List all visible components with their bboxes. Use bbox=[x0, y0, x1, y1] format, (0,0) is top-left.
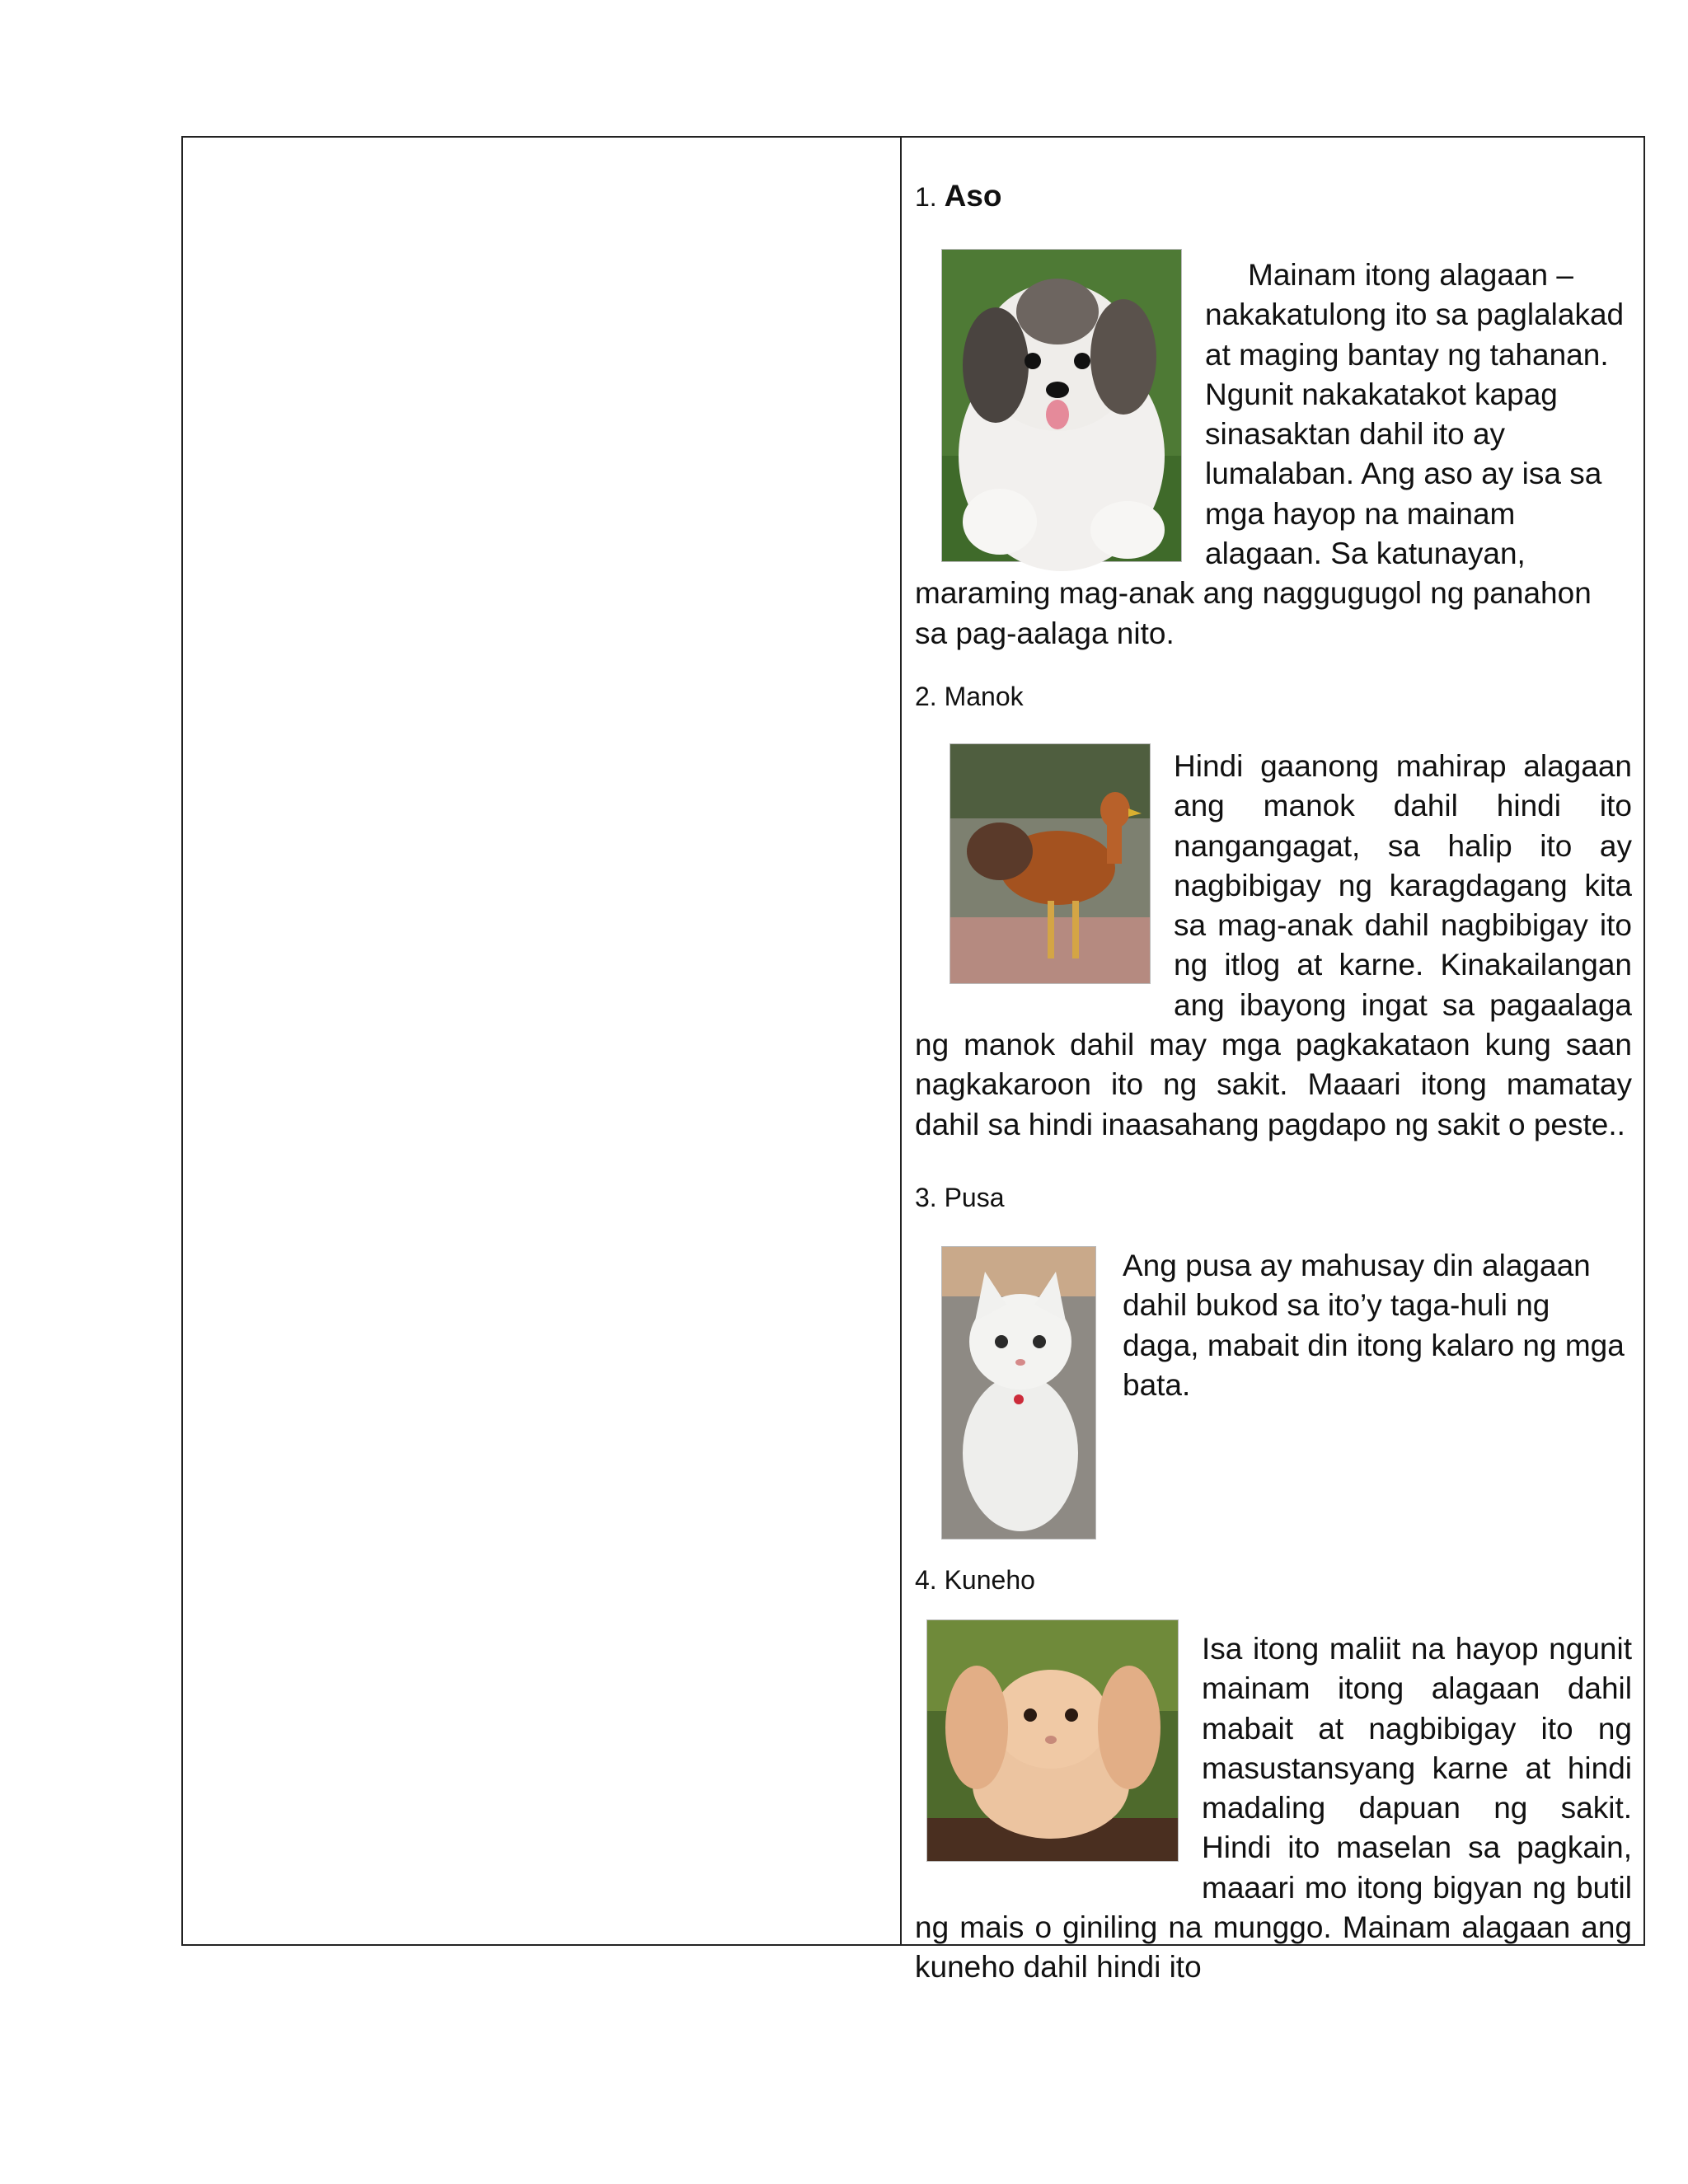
item-block-manok bbox=[915, 743, 1632, 1145]
item-number: 3. bbox=[915, 1183, 937, 1212]
item-block-aso bbox=[915, 249, 1632, 654]
document-table bbox=[181, 136, 1645, 1985]
cat-photo-icon bbox=[941, 1246, 1096, 1540]
item-heading-aso bbox=[915, 179, 1001, 213]
column-divider bbox=[900, 138, 902, 1944]
item-heading-pusa bbox=[915, 1183, 1005, 1213]
item-text: Isa itong maliit na hayop ngunit mainam itong alagaan dahil mabait at nagbibigay ito ng masustansyang karne at hindi madaling dapuan ng sakit. Hindi ito maselan sa pagkain, maaari mo itong bigyan ng butil ng mais o giniling na munggo. Mainam alagaan ang kuneho dahil hindi ito bbox=[915, 1632, 1632, 1985]
item-text: Hindi gaanong mahirap alagaan ang manok dahil hindi ito nangangagat, sa halip ito ay nagbibigay ng karagdagang kita sa mag-anak dahil nagbibigay ito ng itlog at karne. Kinakailangan ang ibayong ingat sa pagaalaga ng manok dahil may mga pagkakataon kung saan nagkakaroon ito ng sakit. Maaari itong mamatay dahil sa hindi inaasahang pagdapo ng sakit o peste.. bbox=[915, 749, 1632, 1141]
content-column bbox=[915, 138, 1632, 1985]
item-name: Pusa bbox=[944, 1183, 1005, 1212]
dog-photo-icon bbox=[941, 249, 1182, 562]
item-text: Mainam itong alagaan – nakakatulong ito sa paglalakad at maging bantay ng tahanan. Ngunit nakakatakot kapag sinasaktan dahil ito ay lumalaban. Ang aso ay isa sa mga hayop na mainam alagaan. Sa katunayan, maraming mag-anak ang naggugugol ng panahon sa pag-aalaga nito. bbox=[915, 258, 1625, 650]
item-block-pusa bbox=[915, 1246, 1632, 1548]
item-heading-manok bbox=[915, 682, 1024, 712]
chicken-photo-icon bbox=[950, 743, 1151, 984]
item-number: 1. bbox=[915, 182, 937, 212]
rabbit-photo-icon bbox=[926, 1619, 1179, 1862]
item-name: Kuneho bbox=[944, 1565, 1035, 1595]
item-heading-kuneho bbox=[915, 1565, 1035, 1596]
item-text: Ang pusa ay mahusay din alagaan dahil bukod sa ito’y taga-huli ng daga, mabait din itong kalaro ng mga bata. bbox=[1123, 1249, 1625, 1402]
item-number: 4. bbox=[915, 1565, 937, 1595]
item-number: 2. bbox=[915, 682, 937, 711]
item-name: Manok bbox=[944, 682, 1024, 711]
item-name: Aso bbox=[944, 179, 1002, 213]
item-block-kuneho bbox=[915, 1619, 1632, 1988]
